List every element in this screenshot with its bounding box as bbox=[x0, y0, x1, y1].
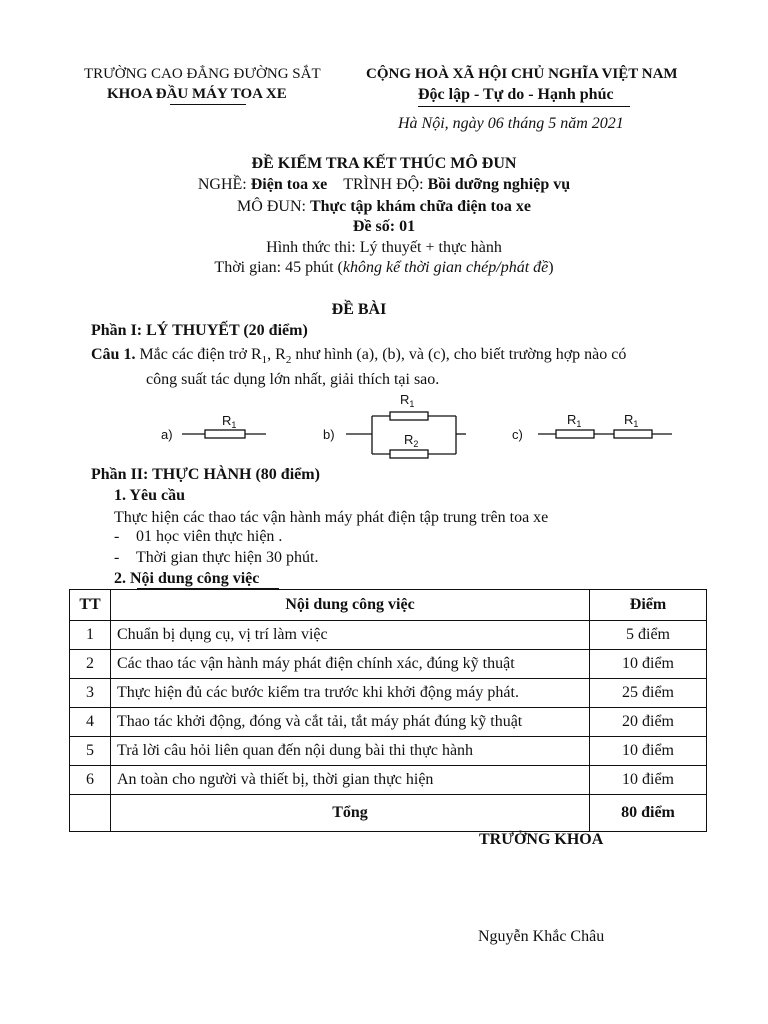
row-score: 10 điểm bbox=[590, 737, 707, 766]
row-content: An toàn cho người và thiết bị, thời gian thực hiện bbox=[111, 766, 590, 795]
circuit-r-symbol: R bbox=[222, 413, 232, 428]
exam-time bbox=[0, 259, 768, 277]
circuit-b-label: b) bbox=[323, 427, 335, 442]
exam-number: Đề số: 01 bbox=[352, 218, 416, 235]
exam-title: ĐỀ KIỂM TRA KẾT THÚC MÔ ĐUN bbox=[251, 155, 517, 172]
bullet-dash: - bbox=[114, 549, 120, 566]
question-1-text-a: Mắc các điện trở R bbox=[135, 346, 262, 363]
level-spacer bbox=[327, 176, 343, 193]
requirements-heading: 1. Yêu cầu bbox=[114, 487, 185, 504]
part1-heading: Phần I: LÝ THUYẾT (20 điểm) bbox=[91, 322, 308, 339]
task-table bbox=[69, 589, 707, 832]
row-content: Chuẩn bị dụng cụ, vị trí làm việc bbox=[111, 621, 590, 650]
module-label: MÔ ĐUN: bbox=[237, 198, 310, 215]
header-tt: TT bbox=[70, 590, 111, 621]
question-1-sub-1: 1 bbox=[261, 354, 268, 367]
circuit-c-label: c) bbox=[512, 427, 523, 442]
row-score: 5 điểm bbox=[590, 621, 707, 650]
bullet-dash: - bbox=[114, 528, 120, 545]
row-content: Thao tác khởi động, đóng và cắt tải, tắt máy phát đúng kỹ thuật bbox=[111, 708, 590, 737]
level-value: Bồi dưỡng nghiệp vụ bbox=[427, 176, 571, 193]
circuit-r-sub: 1 bbox=[633, 419, 639, 429]
row-score: 10 điểm bbox=[590, 766, 707, 795]
bullet-text-1: 01 học viên thực hiện . bbox=[136, 528, 283, 545]
school-name: TRƯỜNG CAO ĐẲNG ĐƯỜNG SẮT bbox=[84, 66, 321, 82]
row-content: Các thao tác vận hành máy phát điện chính xác, đúng kỹ thuật bbox=[111, 650, 590, 679]
row-content: Thực hiện đủ các bước kiểm tra trước khi khởi động máy phát. bbox=[111, 679, 590, 708]
requirements-text: Thực hiện các thao tác vận hành máy phát điện tập trung trên toa xe bbox=[114, 509, 549, 526]
faculty-underline bbox=[170, 104, 246, 105]
circuit-r-sub: 1 bbox=[231, 420, 237, 430]
circuit-b-r1-label bbox=[400, 392, 414, 409]
signature-title: TRƯỞNG KHOA bbox=[479, 831, 604, 848]
circuit-r-sub: 1 bbox=[409, 399, 415, 409]
profession-value: Điện toa xe bbox=[250, 176, 328, 193]
table-row bbox=[70, 708, 707, 737]
table-row bbox=[70, 650, 707, 679]
total-label: Tổng bbox=[111, 795, 590, 832]
level-label: TRÌNH ĐỘ: bbox=[343, 176, 428, 193]
bullet-item-1 bbox=[114, 528, 282, 546]
question-1-label: Câu 1. bbox=[91, 346, 136, 363]
circuit-c-resistor-r1b bbox=[614, 430, 652, 438]
nation-title: CỘNG HOÀ XÃ HỘI CHỦ NGHĨA VIỆT NAM bbox=[366, 66, 678, 82]
exam-time-prefix: Thời gian: 45 phút ( bbox=[214, 259, 343, 276]
header-score: Điểm bbox=[590, 590, 707, 621]
row-score: 25 điểm bbox=[590, 679, 707, 708]
circuit-r-sub: 1 bbox=[576, 419, 582, 429]
circuit-r-symbol: R bbox=[400, 392, 410, 407]
bullet-text-2: Thời gian thực hiện 30 phút. bbox=[136, 549, 319, 566]
table-total-row bbox=[70, 795, 707, 832]
row-score: 10 điểm bbox=[590, 650, 707, 679]
row-tt: 3 bbox=[70, 679, 111, 708]
exam-form: Hình thức thi: Lý thuyết + thực hành bbox=[266, 239, 502, 256]
row-content: Trả lời câu hỏi liên quan đến nội dung bài thi thực hành bbox=[111, 737, 590, 766]
circuit-r-symbol: R bbox=[567, 412, 577, 427]
question-1-line-1 bbox=[91, 346, 626, 366]
table-row bbox=[70, 679, 707, 708]
circuit-c-r1b-label bbox=[624, 412, 638, 429]
circuit-diagrams bbox=[0, 388, 768, 464]
bullet-item-2 bbox=[114, 549, 318, 567]
row-tt: 2 bbox=[70, 650, 111, 679]
problem-heading: ĐỀ BÀI bbox=[331, 301, 387, 318]
exam-time-note: không kể thời gian chép/phát đề bbox=[342, 259, 549, 276]
profession-label: NGHỀ: bbox=[197, 176, 251, 193]
circuit-a-resistor-r1 bbox=[205, 430, 245, 438]
circuit-a-label: a) bbox=[161, 427, 173, 442]
circuit-b-resistor-r1 bbox=[390, 412, 428, 420]
profession-line bbox=[0, 176, 768, 194]
exam-time-suffix: ) bbox=[548, 259, 554, 276]
circuit-r-sub: 2 bbox=[413, 439, 419, 449]
header-content: Nội dung công việc bbox=[111, 590, 590, 621]
total-empty-cell bbox=[70, 795, 111, 832]
motto-underline bbox=[418, 106, 630, 107]
row-tt: 4 bbox=[70, 708, 111, 737]
module-line bbox=[0, 198, 768, 216]
circuit-c-r1-label bbox=[567, 412, 581, 429]
row-tt: 6 bbox=[70, 766, 111, 795]
table-row bbox=[70, 766, 707, 795]
table-row bbox=[70, 737, 707, 766]
date-line: Hà Nội, ngày 06 tháng 5 năm 2021 bbox=[398, 115, 624, 132]
content-heading: 2. Nội dung công việc bbox=[114, 570, 260, 587]
row-score: 20 điểm bbox=[590, 708, 707, 737]
signature-name: Nguyễn Khắc Châu bbox=[478, 928, 605, 945]
part2-heading: Phần II: THỰC HÀNH (80 điểm) bbox=[91, 466, 320, 483]
row-tt: 1 bbox=[70, 621, 111, 650]
question-1-line-2: công suất tác dụng lớn nhất, giải thích tại sao. bbox=[146, 371, 440, 388]
total-score: 80 điểm bbox=[590, 795, 707, 832]
faculty-name: KHOA ĐẦU MÁY TOA XE bbox=[107, 86, 287, 102]
circuit-c-resistor-r1 bbox=[556, 430, 594, 438]
circuit-b-resistor-r2 bbox=[390, 450, 428, 458]
circuit-r-symbol: R bbox=[624, 412, 634, 427]
circuit-r-symbol: R bbox=[404, 432, 414, 447]
question-1-text-c: như hình (a), (b), và (c), cho biết trường hợp nào có bbox=[291, 346, 627, 363]
circuit-a-r1-label bbox=[222, 413, 236, 430]
table-header-row bbox=[70, 590, 707, 621]
module-value: Thực tập khám chữa điện toa xe bbox=[309, 198, 531, 215]
question-1-sub-2: 2 bbox=[285, 354, 292, 367]
table-row bbox=[70, 621, 707, 650]
row-tt: 5 bbox=[70, 737, 111, 766]
circuit-b-r2-label bbox=[404, 432, 418, 449]
nation-motto: Độc lập - Tự do - Hạnh phúc bbox=[418, 86, 614, 103]
question-1-text-b: , R bbox=[267, 346, 286, 363]
